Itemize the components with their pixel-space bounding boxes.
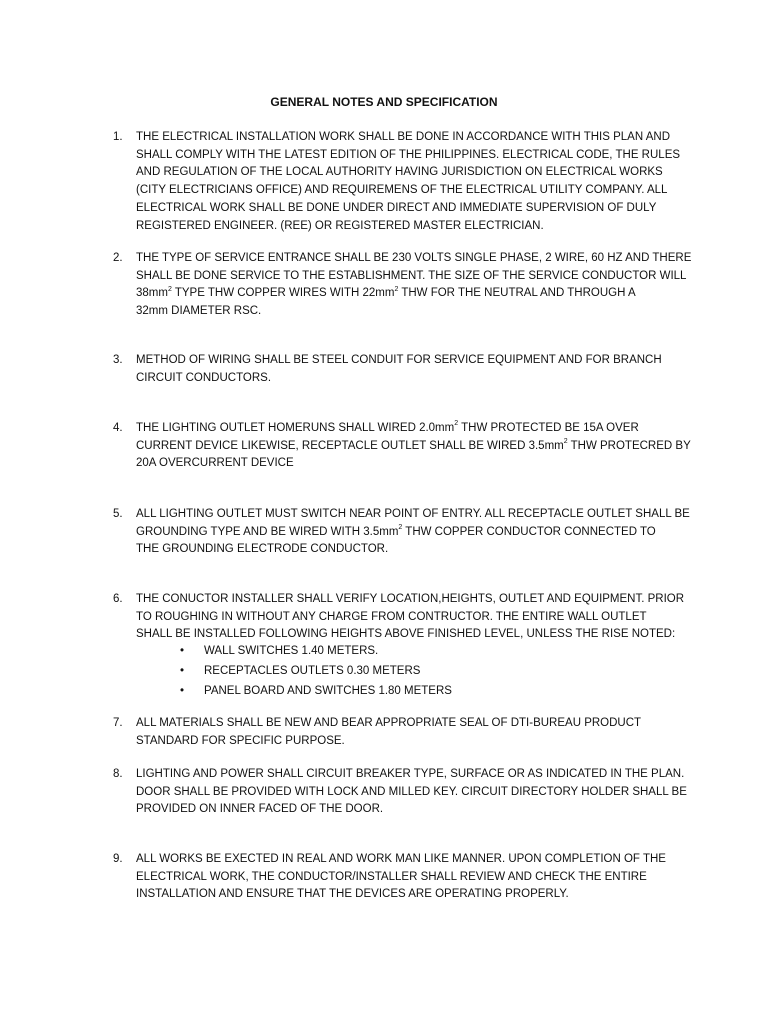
note-text	[136, 250, 692, 321]
note-text-segment: THW PROTECTED BE 15A OVER	[458, 422, 639, 434]
note-line: (CITY ELECTRICIANS OFFICE) AND REQUIREMENS OF THE ELECTRICAL UTILITY COMPANY. ALL	[136, 184, 668, 197]
note-text	[136, 851, 681, 904]
note-line: 32mm DIAMETER RSC.	[136, 305, 262, 318]
note-text-segment: CURRENT DEVICE LIKEWISE, RECEPTACLE OUTLET SHALL BE WIRED 3.5mm	[136, 439, 564, 452]
note-text	[136, 420, 691, 473]
note-line: ALL MATERIALS SHALL BE NEW AND BEAR APPROPRIATE SEAL OF DTI-BUREAU PRODUCT	[136, 717, 642, 729]
note-line: CIRCUIT CONDUCTORS.	[136, 371, 272, 384]
bullet-item	[0, 661, 768, 681]
note-line: ELECTRICAL WORK, THE CONDUCTOR/INSTALLER SHALL REVIEW AND CHECK THE ENTIRE	[136, 870, 647, 883]
note-line: TO ROUGHING IN WITHOUT ANY CHARGE FROM CONTRUCTOR. THE ENTIRE WALL OUTLET	[136, 610, 647, 623]
note-number: 4.	[113, 422, 123, 434]
document-title: GENERAL NOTES AND SPECIFICATION	[270, 95, 498, 109]
note-line: METHOD OF WIRING SHALL BE STEEL CONDUIT FOR SERVICE EQUIPMENT AND FOR BRANCH	[136, 354, 662, 366]
superscript: 2	[167, 285, 172, 293]
note-line: THE CONUCTOR INSTALLER SHALL VERIFY LOCATION,HEIGHTS, OUTLET AND EQUIPMENT. PRIOR	[136, 593, 685, 605]
superscript: 2	[454, 420, 459, 428]
note-line: THE ELECTRICAL INSTALLATION WORK SHALL BE DONE IN ACCORDANCE WITH THIS PLAN AND	[136, 131, 670, 143]
note-line: SHALL BE DONE SERVICE TO THE ESTABLISHMENT. THE SIZE OF THE SERVICE CONDUCTOR WILL	[136, 269, 687, 282]
note-line: SHALL BE INSTALLED FOLLOWING HEIGHTS ABOVE FINISHED LEVEL, UNLESS THE RISE NOTED:	[136, 628, 676, 641]
note-line: LIGHTING AND POWER SHALL CIRCUIT BREAKER TYPE, SURFACE OR AS INDICATED IN THE PLAN.	[136, 768, 685, 780]
note-line: 20A OVERCURRENT DEVICE	[136, 457, 294, 470]
note-text	[136, 352, 681, 387]
height-bullet-list	[0, 641, 768, 701]
note-line: ALL WORKS BE EXECTED IN REAL AND WORK MAN LIKE MANNER. UPON COMPLETION OF THE	[136, 853, 666, 865]
bullet-text: WALL SWITCHES 1.40 METERS.	[204, 645, 379, 657]
superscript: 2	[398, 523, 403, 531]
note-text-segment: THW FOR THE NEUTRAL AND THROUGH A	[398, 287, 636, 300]
note-text-segment: 38mm	[136, 287, 168, 300]
note-line: STANDARD FOR SPECIFIC PURPOSE.	[136, 734, 345, 747]
bullet-item	[0, 681, 768, 701]
note-text	[136, 506, 690, 559]
note-text-segment: THW COPPER CONDUCTOR CONNECTED TO	[402, 525, 656, 538]
bullet-icon: •	[180, 645, 185, 657]
note-line: THE TYPE OF SERVICE ENTRANCE SHALL BE 230 VOLTS SINGLE PHASE, 2 WIRE, 60 HZ AND THERE	[136, 252, 692, 264]
note-text	[136, 129, 681, 235]
note-text-segment: GROUNDING TYPE AND BE WIRED WITH 3.5mm	[136, 525, 399, 538]
superscript: 2	[394, 285, 399, 293]
note-text-segment: THE LIGHTING OUTLET HOMERUNS SHALL WIRED 2.0mm	[136, 422, 455, 434]
note-line: PROVIDED ON INNER FACED OF THE DOOR.	[136, 803, 384, 816]
note-number: 7.	[113, 717, 123, 729]
note-number: 3.	[113, 354, 123, 366]
note-line: REGISTERED ENGINEER. (REE) OR REGISTERED MASTER ELECTRICIAN.	[136, 219, 544, 232]
bullet-item	[0, 641, 768, 661]
note-text-segment: THW PROTECRED BY	[567, 439, 691, 452]
note-line: AND REGULATION OF THE LOCAL AUTHORITY HAVING JURISDICTION ON ELECTRICAL WORKS	[136, 166, 663, 179]
note-number: 6.	[113, 593, 123, 605]
note-line	[136, 285, 681, 303]
note-text	[136, 766, 687, 819]
note-number: 1.	[113, 131, 123, 143]
note-text	[136, 715, 681, 750]
note-text	[136, 591, 685, 644]
bullet-icon: •	[180, 685, 185, 697]
note-line: ELECTRICAL WORK SHALL BE DONE UNDER DIRECT AND IMMEDIATE SUPERVISION OF DULY	[136, 201, 657, 214]
note-number: 2.	[113, 252, 123, 264]
bullet-text: PANEL BOARD AND SWITCHES 1.80 METERS	[204, 685, 452, 697]
note-line: ALL LIGHTING OUTLET MUST SWITCH NEAR POINT OF ENTRY. ALL RECEPTACLE OUTLET SHALL BE	[136, 508, 690, 520]
note-line	[136, 420, 681, 438]
note-line: INSTALLATION AND ENSURE THAT THE DEVICES ARE OPERATING PROPERLY.	[136, 888, 569, 901]
bullet-icon: •	[180, 665, 185, 677]
note-line: THE GROUNDING ELECTRODE CONDUCTOR.	[136, 543, 389, 556]
bullet-text: RECEPTACLES OUTLETS 0.30 METERS	[204, 665, 421, 677]
note-text-segment: TYPE THW COPPER WIRES WITH 22mm	[171, 287, 395, 300]
note-line	[136, 524, 681, 542]
note-line	[136, 437, 691, 456]
superscript: 2	[563, 437, 568, 445]
note-number: 8.	[113, 768, 123, 780]
note-line: SHALL COMPLY WITH THE LATEST EDITION OF THE PHILIPPINES. ELECTRICAL CODE, THE RULES	[136, 148, 681, 161]
note-number: 9.	[113, 853, 123, 865]
note-line: DOOR SHALL BE PROVIDED WITH LOCK AND MILLED KEY. CIRCUIT DIRECTORY HOLDER SHALL BE	[136, 785, 687, 798]
note-number: 5.	[113, 508, 123, 520]
